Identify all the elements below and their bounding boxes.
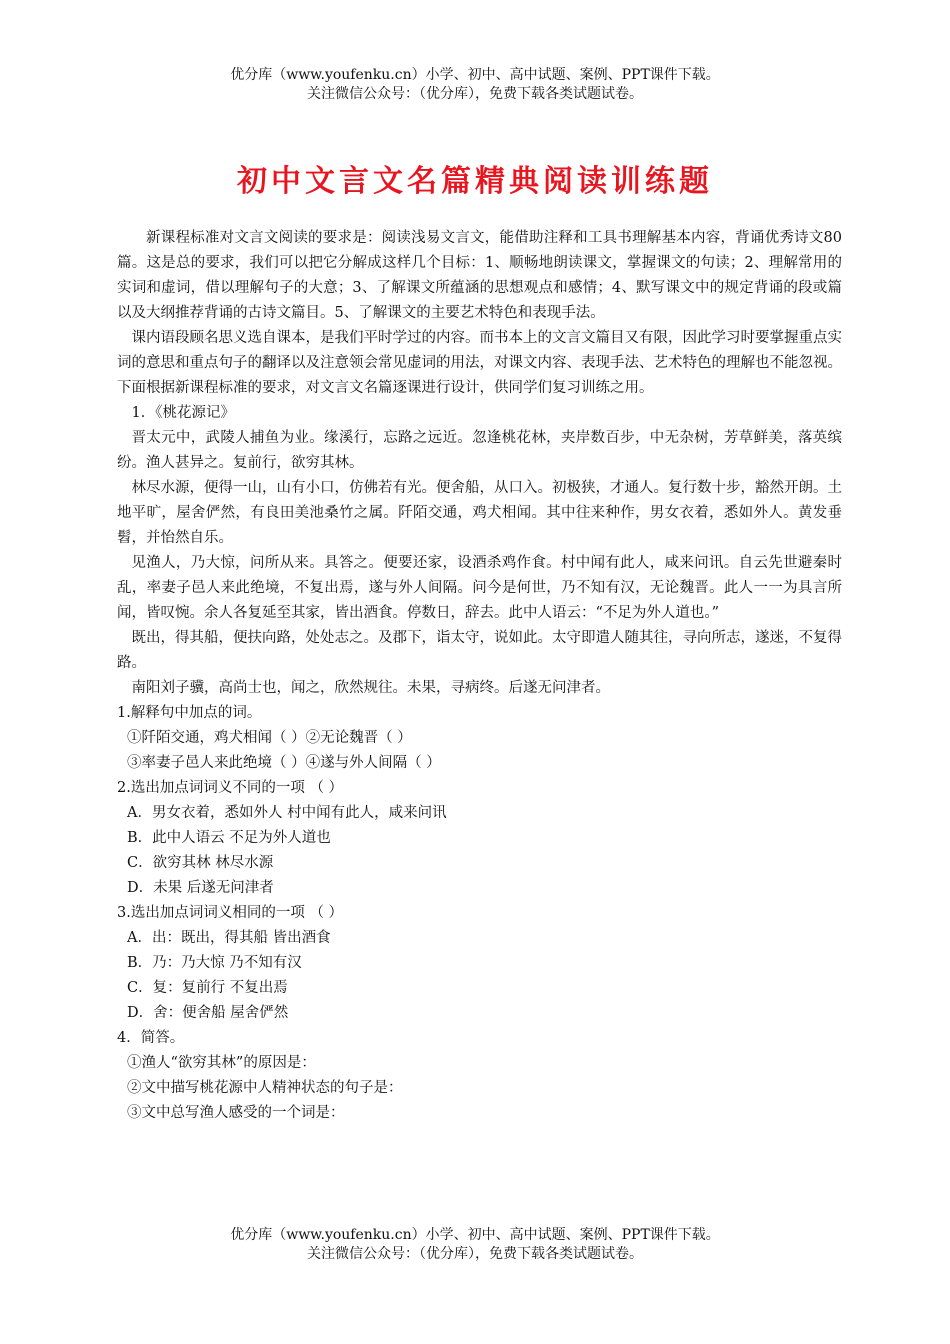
question-3-option-a: A．出：既出，得其船 皆出酒食 — [127, 930, 331, 946]
question-2-option-c: C．欲穷其林 林尽水源 — [127, 855, 274, 871]
header-line-1: 优分库（www.youfenku.cn）小学、初中、高中试题、案例、PPT课件下载。 — [230, 67, 720, 83]
document-body — [117, 226, 842, 1126]
question-3-stem: 3.选出加点词词义相同的一项 （ ） — [117, 905, 344, 921]
intro-paragraph-2: 课内语段顾名思义选自课本，是我们平时学过的内容。而书本上的文言文篇目又有限，因此学习时要掌握重点实词的意思和重点句子的翻译以及注意领会常见虚词的用法，对课文内容、表现手法、艺术特色的理解也不能忽视。下面根据新课程标准的要求，对文言文名篇逐课进行设计，供同学们复习训练之用。 — [117, 330, 842, 396]
passage-paragraph: 南阳刘子骥，高尚士也，闻之，欣然规往。未果，寻病终。后遂无问津者。 — [131, 680, 610, 696]
question-2-stem: 2.选出加点词词义不同的一项 （ ） — [117, 780, 344, 796]
question-1-item: ③率妻子邑人来此绝境（ ）④遂与外人间隔（ ） — [127, 755, 441, 771]
footer-line-2: 关注微信公众号：（优分库），免费下载各类试题试卷。 — [307, 1246, 643, 1262]
question-4-item: ②文中描写桃花源中人精神状态的句子是： — [127, 1080, 403, 1096]
question-2-option-b: B．此中人语云 不足为外人道也 — [127, 830, 331, 846]
question-4-item: ③文中总写渔人感受的一个词是： — [127, 1105, 345, 1121]
passage-paragraph: 见渔人，乃大惊，问所从来。具答之。便要还家，设酒杀鸡作食。村中闻有此人，咸来问讯。自云先世避秦时乱，率妻子邑人来此绝境，不复出焉，遂与外人间隔。问今是何世，乃不知有汉，无论魏晋。此人一一为具言所闻，皆叹惋。余人各复延至其家，皆出酒食。停数日，辞去。此中人语云：“不足为外人道也。” — [117, 555, 842, 621]
header-line-2: 关注微信公众号：（优分库），免费下载各类试题试卷。 — [307, 86, 643, 102]
question-1-stem: 1.解释句中加点的词。 — [117, 705, 262, 721]
question-4-stem: 4．简答。 — [117, 1030, 185, 1046]
footer-line-1: 优分库（www.youfenku.cn）小学、初中、高中试题、案例、PPT课件下载。 — [230, 1227, 720, 1243]
question-1-item: ①阡陌交通，鸡犬相闻（ ）②无论魏晋（ ） — [127, 730, 412, 746]
document-title: 初中文言文名篇精典阅读训练题 — [237, 164, 713, 199]
question-3-option-b: B．乃：乃大惊 乃不知有汉 — [127, 955, 302, 971]
passage-paragraph: 林尽水源，便得一山，山有小口，仿佛若有光。便舍船，从口入。初极狭，才通人。复行数十步，豁然开朗。土地平旷，屋舍俨然，有良田美池桑竹之属。阡陌交通，鸡犬相闻。其中往来种作，男女衣着，悉如外人。黄发垂髫，并怡然自乐。 — [117, 480, 842, 546]
intro-paragraph-1: 新课程标准对文言文阅读的要求是：阅读浅易文言文，能借助注释和工具书理解基本内容，背诵优秀诗文80篇。这是总的要求，我们可以把它分解成这样几个目标：1、顺畅地朗读课文，掌握课文的句读；2、理解常用的实词和虚词，借以理解句子的大意；3、了解课文所蕴涵的思想观点和感情；4、默写课文中的规定背诵的段或篇以及大纲推荐背诵的古诗文篇目。5、了解课文的主要艺术特色和表现手法。 — [117, 230, 842, 321]
question-3-option-d: D．舍：便舍船 屋舍俨然 — [127, 1005, 289, 1021]
page-header — [0, 66, 950, 104]
page-footer — [0, 1226, 950, 1264]
question-4-item: ①渔人“欲穷其林”的原因是： — [127, 1055, 316, 1071]
question-2-option-a: A．男女衣着，悉如外人 村中闻有此人，咸来问讯 — [127, 805, 447, 821]
question-3-option-c: C．复：复前行 不复出焉 — [127, 980, 288, 996]
passage-paragraph: 既出，得其船，便扶向路，处处志之。及郡下，诣太守，说如此。太守即遣人随其往，寻向所志，遂迷，不复得路。 — [117, 630, 842, 671]
section-heading: 1．《桃花源记》 — [131, 405, 235, 421]
question-2-option-d: D．未果 后遂无问津者 — [127, 880, 274, 896]
passage-paragraph: 晋太元中，武陵人捕鱼为业。缘溪行，忘路之远近。忽逢桃花林，夹岸数百步，中无杂树，芳草鲜美，落英缤纷。渔人甚异之。复前行，欲穷其林。 — [117, 430, 842, 471]
